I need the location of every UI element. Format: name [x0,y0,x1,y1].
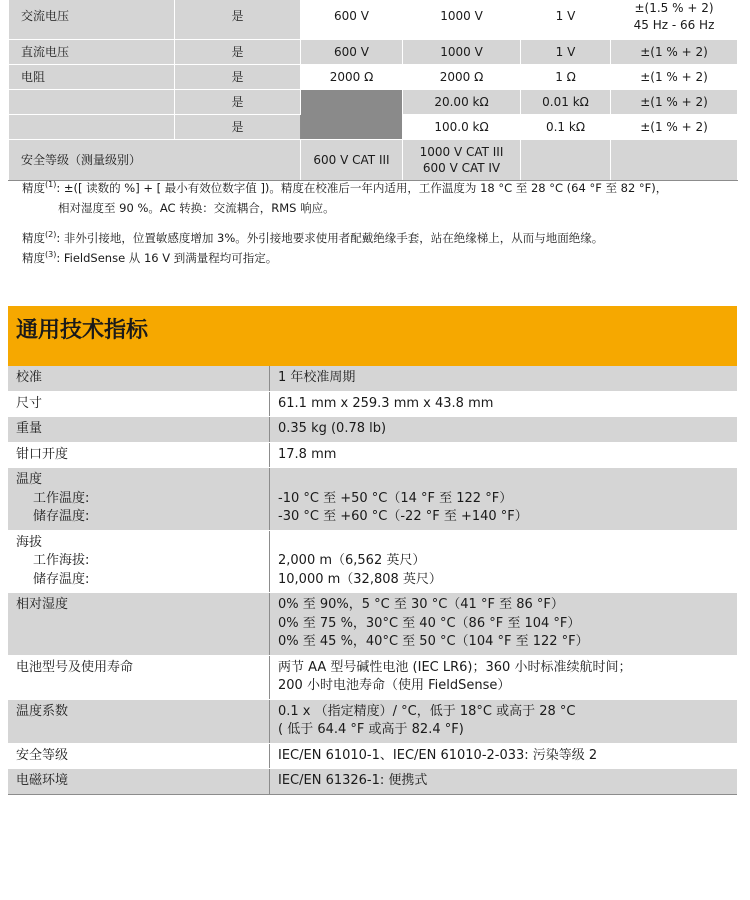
spec-key: 电池型号及使用寿命 [8,655,270,699]
footnote-3: 精度$^{(3)}$: FieldSense 从 16 V 到满量程均可指定。 [22,250,278,265]
table-row [9,140,738,181]
footnotes [22,178,737,268]
table-row [8,417,737,443]
auto-cell: 是 [175,40,301,65]
safety-line: 1000 V CAT III [419,145,504,159]
footnote-1-cont: 相对湿度至 90 %。AC 转换：交流耦合，RMS 响应。 [58,201,335,215]
accuracy-cell [611,0,738,40]
range-cell: 1000 V [403,40,521,65]
range-cell-empty [301,90,403,140]
spec-value: 0.35 kg (0.78 lb) [270,417,738,443]
table-row [8,593,737,656]
safety-line: 600 V CAT IV [422,161,501,175]
function-cell [9,115,175,140]
spec-key: 温度 工作温度: 储存温度: [8,468,270,531]
function-cell: 电阻 [9,65,175,90]
range-cell: 600 V [301,40,403,65]
spec-value: 2,000 m（6,562 英尺） 10,000 m（32,808 英尺） [270,530,738,593]
range-cell: 600 V [301,0,403,40]
general-spec-table [8,366,737,795]
spec-key: 海拔 工作海拔: 储存温度: [8,530,270,593]
spec-key: 重量 [8,417,270,443]
spec-key: 相对湿度 [8,593,270,656]
footnote-1: 精度$^{(1)}$: ±([ 读数的 %] + [ 最小有效位数字值 ])。精度在校准后一年内适用，工作温度为 18 °C 至 28 °C (64 °F 至 82 °F)， [22,180,668,195]
table-row [8,366,737,391]
accuracy-cell: ±(1 % + 2) [611,90,738,115]
spec-key: 尺寸 [8,391,270,417]
safety-rating-label: 安全等级（测量级别） [9,140,301,181]
resolution-cell: 0.1 kΩ [521,115,611,140]
accuracy-line: ±(1.5 % + 2) [634,0,714,15]
section-title: 通用技术指标 [8,306,737,366]
resolution-cell: 0.01 kΩ [521,90,611,115]
spec-value: 61.1 mm x 259.3 mm x 43.8 mm [270,391,738,417]
spec-value: 1 年校准周期 [270,366,738,391]
accuracy-cell: ±(1 % + 2) [611,65,738,90]
table-row [8,769,737,795]
spec-value: 17.8 mm [270,442,738,468]
spec-key: 电磁环境 [8,769,270,795]
spec-value: 两节 AA 型号碱性电池 (IEC LR6)；360 小时标准续航时间； 200 小时电池寿命（使用 FieldSense） [270,655,738,699]
spec-value: -10 °C 至 +50 °C（14 °F 至 122 °F） -30 °C 至 +60 °C（-22 °F 至 +140 °F） [270,468,738,531]
table-row [8,743,737,769]
auto-cell: 是 [175,90,301,115]
table-row [8,655,737,699]
safety-cell: 600 V CAT III [301,140,403,181]
spec-value: IEC/EN 61326-1: 便携式 [270,769,738,795]
table-row [9,0,738,40]
table-row [9,90,738,115]
spec-key: 安全等级 [8,743,270,769]
spec-key: 温度系数 [8,699,270,743]
spec-key: 校准 [8,366,270,391]
resolution-cell: 1 V [521,40,611,65]
spec-value: 0% 至 90%，5 °C 至 30 °C（41 °F 至 86 °F） 0% 至 75 %，30°C 至 40 °C（86 °F 至 104 °F） 0% 至 45 %，40°C 至 50 °C（104 °F 至 122 °F） [270,593,738,656]
function-cell: 交流电压 [9,0,175,40]
safety-cell-empty [521,140,611,181]
accuracy-cell: ±(1 % + 2) [611,40,738,65]
table-row [9,40,738,65]
spec-value: IEC/EN 61010-1、IEC/EN 61010-2-033: 污染等级 2 [270,743,738,769]
range-cell: 2000 Ω [403,65,521,90]
safety-cell-empty [611,140,738,181]
auto-cell: 是 [175,115,301,140]
spec-key: 钳口开度 [8,442,270,468]
function-cell: 直流电压 [9,40,175,65]
measurement-spec-table [8,0,738,181]
auto-cell: 是 [175,65,301,90]
resolution-cell: 1 V [521,0,611,40]
table-row [8,699,737,743]
accuracy-freq: 45 Hz - 66 Hz [633,17,715,32]
table-row [9,65,738,90]
footnote-2: 精度$^{(2)}$: 非外引接地，位置敏感度增加 3%。外引接地要求使用者配戴绝缘手套，站在绝缘梯上，从而与地面绝缘。 [22,230,604,245]
auto-cell: 是 [175,0,301,40]
spec-value: 0.1 x （指定精度）/ °C，低于 18°C 或高于 28 °C ( 低于 64.4 °F 或高于 82.4 °F) [270,699,738,743]
table-row [8,391,737,417]
safety-cell [403,140,521,181]
range-cell: 2000 Ω [301,65,403,90]
accuracy-cell: ±(1 % + 2) [611,115,738,140]
function-cell [9,90,175,115]
range-cell: 1000 V [403,0,521,40]
resolution-cell: 1 Ω [521,65,611,90]
table-row [8,442,737,468]
table-row [8,468,737,531]
range-cell: 20.00 kΩ [403,90,521,115]
range-cell: 100.0 kΩ [403,115,521,140]
table-row [8,530,737,593]
